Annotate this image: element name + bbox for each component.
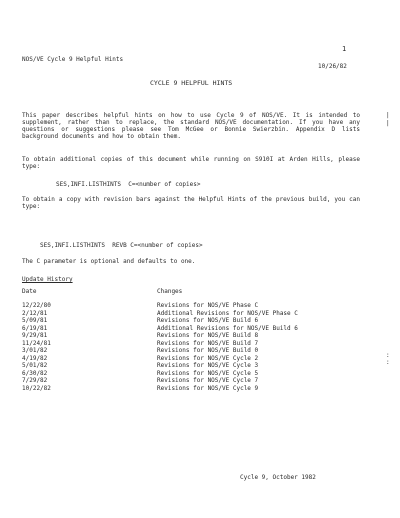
row-date: 3/01/82: [22, 347, 48, 354]
revision-copy-paragraph: To obtain a copy with revision bars against the Helpful Hints of the previous build, you can type:: [22, 196, 360, 210]
revision-bar: :: [386, 359, 390, 366]
row-date: 6/30/82: [22, 369, 48, 377]
row-change: Revisions for NOS/VE Build 6: [157, 317, 259, 324]
column-header-date: Date: [22, 288, 37, 295]
column-header-changes: Changes: [157, 288, 183, 295]
table-row: [22, 302, 298, 310]
row-date: 9/29/81: [22, 332, 48, 339]
revision-bar: |: [386, 112, 390, 119]
row-change: Revisions for NOS/VE Phase C: [157, 302, 259, 309]
intro-paragraph: This paper describes helpful hints on how to use Cycle 9 of NOS/VE. It is intended to supplement, rather than to replace, the standard NOS/VE documentation. If you have any questions or suggestions please see Tom McGee or Bonnie Swierzbin. Appendix D lists background documents and how to obtain them.: [22, 112, 360, 140]
row-date: 10/22/82: [22, 384, 51, 392]
table-row: [22, 340, 298, 348]
header-date: 10/26/82: [318, 63, 347, 70]
table-row: [22, 325, 298, 333]
row-change: Revisions for NOS/VE Cycle 7: [157, 377, 259, 384]
row-change: Revisions for NOS/VE Cycle 9: [157, 384, 259, 392]
revision-bar: :: [386, 352, 390, 359]
row-change: Additional Revisions for NOS/VE Build 6: [157, 324, 298, 332]
row-change: Revisions for NOS/VE Build 7: [157, 339, 259, 347]
row-date: 5/09/81: [22, 317, 48, 324]
row-change: Revisions for NOS/VE Cycle 5: [157, 369, 259, 377]
table-row: [22, 385, 298, 393]
table-row: [22, 317, 298, 325]
update-history-heading: Update History: [22, 276, 73, 283]
row-date: 4/19/82: [22, 354, 48, 362]
page-footer: Cycle 9, October 1982: [240, 474, 316, 481]
document-title: CYCLE 9 HELPFUL HINTS: [150, 79, 233, 87]
table-row: [22, 377, 298, 385]
row-date: 11/24/81: [22, 339, 51, 347]
running-header: NOS/VE Cycle 9 Helpful Hints: [22, 56, 124, 63]
row-date: 7/29/82: [22, 377, 48, 384]
copies-paragraph: To obtain additional copies of this document while running on S910I at Arden Hills, please type:: [22, 156, 360, 170]
revision-bar: |: [386, 120, 390, 127]
row-date: 5/01/82: [22, 362, 48, 369]
page-number: 1: [342, 45, 347, 53]
row-date: 6/19/81: [22, 324, 48, 332]
table-row: [22, 362, 298, 370]
table-row: [22, 310, 298, 318]
row-change: Revisions for NOS/VE Cycle 2: [157, 354, 259, 362]
row-change: Revisions for NOS/VE Cycle 3: [157, 362, 259, 369]
table-row: [22, 332, 298, 340]
row-date: 2/12/81: [22, 309, 48, 317]
row-change: Revisions for NOS/VE Build 0: [157, 347, 259, 354]
row-date: 12/22/80: [22, 302, 51, 309]
table-row: [22, 355, 298, 363]
parameter-note: The C parameter is optional and defaults to one.: [22, 258, 196, 265]
command-listhints: SES,INFI.LISTHINTS C=<number of copies>: [56, 181, 201, 188]
row-change: Additional Revisions for NOS/VE Phase C: [157, 309, 298, 317]
table-row: [22, 370, 298, 378]
update-history-table: [22, 302, 298, 392]
command-listhints-revb: SES,INFI.LISTHINTS REVB C=<number of copies>: [40, 242, 203, 249]
table-row: [22, 347, 298, 355]
row-change: Revisions for NOS/VE Build 8: [157, 332, 259, 339]
